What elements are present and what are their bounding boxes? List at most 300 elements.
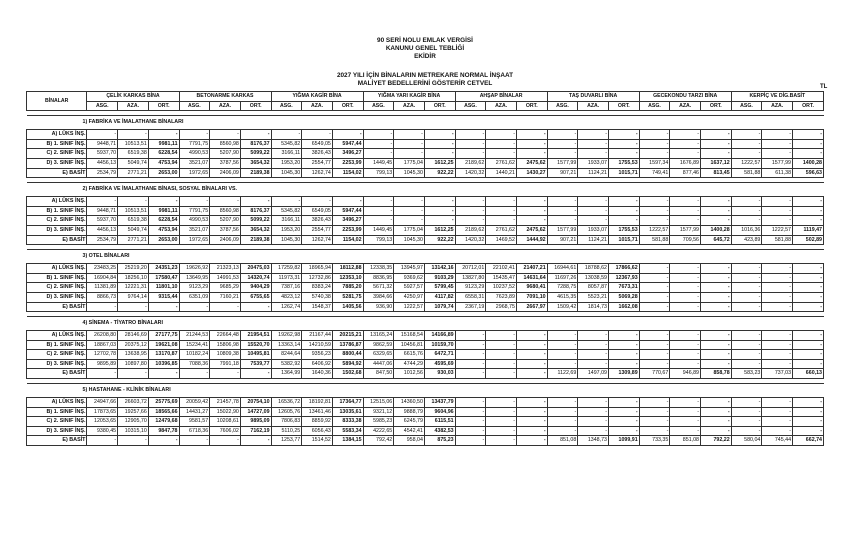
subcolumn-header: AZA.	[302, 101, 333, 111]
value-cell: 1045,30	[394, 235, 425, 245]
value-cell: 10897,80	[118, 359, 149, 369]
value-cell: -	[547, 130, 578, 140]
value-cell: 5207,90	[210, 216, 241, 226]
table-title-line-2: MALİYET BEDELLERİNİ GÖSTERİR CETVEL	[357, 80, 493, 87]
value-cell: 13038,59	[578, 273, 609, 283]
value-cell: 8176,37	[240, 206, 271, 216]
value-cell: 5740,38	[302, 292, 333, 302]
value-cell: 7288,75	[547, 283, 578, 293]
value-cell: 4990,53	[179, 216, 210, 226]
value-cell: -	[670, 139, 701, 149]
value-cell: -	[210, 130, 241, 140]
value-cell: 1597,34	[639, 158, 670, 168]
value-cell: 4222,65	[363, 426, 394, 436]
subcolumn-header: ASG.	[731, 101, 762, 111]
section-title: 2) FABRİKA VE İMALATHANE BİNASI, SOSYAL BİNALARI VS.	[27, 183, 824, 197]
value-cell: -	[455, 216, 486, 226]
value-cell: 4456,13	[87, 158, 118, 168]
value-cell: -	[639, 350, 670, 360]
value-cell: 9888,79	[394, 407, 425, 417]
value-cell: 749,41	[639, 168, 670, 178]
value-cell: 5671,32	[363, 283, 394, 293]
value-cell: 8560,98	[210, 139, 241, 149]
value-cell: -	[578, 350, 609, 360]
table-row	[27, 398, 824, 408]
value-cell: -	[639, 417, 670, 427]
value-cell: 851,08	[547, 436, 578, 446]
value-cell: -	[363, 216, 394, 226]
value-cell: 1612,25	[424, 158, 455, 168]
subcolumn-header: ASG.	[639, 101, 670, 111]
value-cell: 877,46	[670, 168, 701, 178]
value-cell: 21407,21	[516, 264, 547, 274]
value-cell: -	[516, 417, 547, 427]
value-cell: 9685,29	[210, 283, 241, 293]
value-cell: 1676,89	[670, 158, 701, 168]
value-cell: 15234,41	[179, 340, 210, 350]
value-cell: -	[179, 302, 210, 312]
value-cell: 2761,62	[486, 225, 517, 235]
table-row	[27, 369, 824, 379]
row-label: B) 1. SINIF İNŞ.	[27, 407, 87, 417]
value-cell: 8800,44	[332, 350, 363, 360]
value-cell: 9895,09	[240, 417, 271, 427]
value-cell: -	[762, 206, 793, 216]
value-cell: -	[793, 264, 824, 274]
value-cell: 9680,41	[516, 283, 547, 293]
value-cell: 1509,42	[547, 302, 578, 312]
value-cell: -	[670, 216, 701, 226]
value-cell: -	[455, 197, 486, 207]
value-cell: -	[240, 302, 271, 312]
value-cell: 958,04	[394, 436, 425, 446]
value-cell: 1015,71	[608, 168, 639, 178]
value-cell: 19621,08	[148, 340, 179, 350]
value-cell: 10456,81	[394, 340, 425, 350]
value-cell: -	[701, 149, 732, 159]
value-cell: 5947,44	[332, 139, 363, 149]
value-cell: 1045,30	[394, 168, 425, 178]
value-cell: 8859,92	[302, 417, 333, 427]
value-cell: -	[731, 216, 762, 226]
value-cell: 2406,09	[210, 168, 241, 178]
row-label: A) LÜKS İNŞ.	[27, 398, 87, 408]
value-cell: -	[547, 426, 578, 436]
value-cell: -	[455, 331, 486, 341]
value-cell: -	[701, 216, 732, 226]
value-cell: -	[486, 206, 517, 216]
value-cell: 2534,79	[87, 235, 118, 245]
value-cell: 3787,56	[210, 158, 241, 168]
value-cell: -	[762, 302, 793, 312]
value-cell: 799,13	[363, 168, 394, 178]
value-cell: 930,03	[424, 369, 455, 379]
value-cell: 19262,98	[271, 331, 302, 341]
value-cell: 9321,12	[363, 407, 394, 417]
value-cell: 1577,99	[547, 225, 578, 235]
value-cell: -	[762, 340, 793, 350]
value-cell: 1444,92	[516, 235, 547, 245]
value-cell: 13945,97	[394, 264, 425, 274]
value-cell: -	[455, 206, 486, 216]
value-cell: 15806,98	[210, 340, 241, 350]
value-cell: 17873,65	[87, 407, 118, 417]
value-cell: -	[547, 407, 578, 417]
value-cell: -	[578, 130, 609, 140]
value-cell: 11697,26	[547, 273, 578, 283]
value-cell: -	[731, 340, 762, 350]
value-cell: -	[701, 302, 732, 312]
value-cell: -	[701, 426, 732, 436]
value-cell: -	[762, 426, 793, 436]
value-cell: 12367,93	[608, 273, 639, 283]
value-cell: 23483,25	[87, 264, 118, 274]
value-cell: 13363,14	[271, 340, 302, 350]
value-cell: -	[639, 340, 670, 350]
value-cell: -	[578, 149, 609, 159]
value-cell: 6549,05	[302, 206, 333, 216]
value-cell: 9369,62	[394, 273, 425, 283]
value-cell: 4542,41	[394, 426, 425, 436]
value-cell: -	[516, 359, 547, 369]
value-cell: 3521,07	[179, 225, 210, 235]
value-cell: 4447,06	[363, 359, 394, 369]
value-cell: -	[701, 292, 732, 302]
value-cell: 6115,51	[424, 417, 455, 427]
value-cell: 2534,79	[87, 168, 118, 178]
value-cell: 17259,82	[271, 264, 302, 274]
value-cell: 20475,03	[240, 264, 271, 274]
value-cell: 7091,10	[516, 292, 547, 302]
value-cell: 10315,10	[118, 426, 149, 436]
value-cell: -	[486, 130, 517, 140]
value-cell: 1640,36	[302, 369, 333, 379]
value-cell: -	[639, 264, 670, 274]
value-cell: 9847,78	[148, 426, 179, 436]
value-cell: 13165,24	[363, 331, 394, 341]
row-label: E) BASİT	[27, 369, 87, 379]
cost-table	[26, 91, 824, 446]
value-cell: -	[701, 139, 732, 149]
value-cell: -	[762, 350, 793, 360]
value-cell: 1953,20	[271, 225, 302, 235]
value-cell: 26603,72	[118, 398, 149, 408]
value-cell: -	[271, 197, 302, 207]
value-cell: 8176,37	[240, 139, 271, 149]
value-cell: -	[394, 197, 425, 207]
value-cell: 18565,66	[148, 407, 179, 417]
value-cell: -	[670, 292, 701, 302]
value-cell: 14210,59	[302, 340, 333, 350]
value-cell: -	[424, 149, 455, 159]
value-cell: 792,22	[701, 436, 732, 446]
value-cell: -	[210, 369, 241, 379]
value-cell: 14360,50	[394, 398, 425, 408]
value-cell: 20754,10	[240, 398, 271, 408]
value-cell: 813,45	[701, 168, 732, 178]
value-cell: -	[793, 273, 824, 283]
value-cell: 3521,07	[179, 158, 210, 168]
row-label: C) 2. SINIF İNŞ.	[27, 216, 87, 226]
value-cell: 14991,53	[210, 273, 241, 283]
value-cell: -	[701, 197, 732, 207]
value-cell: -	[424, 197, 455, 207]
value-cell: -	[608, 139, 639, 149]
value-cell: 18192,81	[302, 398, 333, 408]
table-row	[27, 417, 824, 427]
value-cell: 19257,66	[118, 407, 149, 417]
value-cell: -	[210, 302, 241, 312]
value-cell: 4382,53	[424, 426, 455, 436]
value-cell: 4117,82	[424, 292, 455, 302]
value-cell: -	[639, 197, 670, 207]
value-cell: 1577,99	[670, 225, 701, 235]
value-cell: 1548,37	[302, 302, 333, 312]
value-cell: 13638,95	[118, 350, 149, 360]
value-cell: 9448,71	[87, 206, 118, 216]
value-cell: 14166,89	[424, 331, 455, 341]
value-cell: 5099,22	[240, 149, 271, 159]
value-cell: 9123,29	[179, 283, 210, 293]
table-row	[27, 426, 824, 436]
value-cell: 792,42	[363, 436, 394, 446]
value-cell: 21457,78	[210, 398, 241, 408]
subcolumn-header: ORT.	[424, 101, 455, 111]
value-cell: -	[547, 359, 578, 369]
value-cell: 13142,16	[424, 264, 455, 274]
header-line-3: EKİDİR	[414, 53, 436, 60]
table-row	[27, 216, 824, 226]
value-cell: -	[87, 369, 118, 379]
value-cell: 1016,36	[731, 225, 762, 235]
value-cell: -	[455, 350, 486, 360]
group-header: TAŞ DUVARLI BİNA	[547, 92, 639, 102]
value-cell: -	[148, 302, 179, 312]
table-row	[27, 350, 824, 360]
row-label: E) BASİT	[27, 168, 87, 178]
value-cell: -	[332, 130, 363, 140]
value-cell: 13827,80	[455, 273, 486, 283]
value-cell: 12353,10	[332, 273, 363, 283]
value-cell: 3826,43	[302, 216, 333, 226]
row-label: D) 3. SINIF İNŞ.	[27, 426, 87, 436]
group-header: GECEKONDU TARZI BİNA	[639, 92, 731, 102]
value-cell: 1449,45	[363, 158, 394, 168]
value-cell: 13437,79	[424, 398, 455, 408]
value-cell: -	[87, 302, 118, 312]
group-header: YIĞMA KAGİR BİNA	[271, 92, 363, 102]
value-cell: -	[516, 139, 547, 149]
value-cell: 4456,13	[87, 225, 118, 235]
table-row	[27, 340, 824, 350]
table-row	[27, 235, 824, 245]
value-cell: 14320,74	[240, 273, 271, 283]
subcolumn-header: ORT.	[701, 101, 732, 111]
value-cell: -	[639, 292, 670, 302]
value-cell: 423,89	[731, 235, 762, 245]
value-cell: -	[578, 216, 609, 226]
value-cell: -	[179, 436, 210, 446]
value-cell: -	[578, 417, 609, 427]
value-cell: 10396,85	[148, 359, 179, 369]
table-row	[27, 130, 824, 140]
subcolumn-header: AZA.	[210, 101, 241, 111]
value-cell: -	[793, 340, 824, 350]
value-cell: 733,35	[639, 436, 670, 446]
value-cell: -	[639, 216, 670, 226]
value-cell: 2761,62	[486, 158, 517, 168]
value-cell: -	[240, 436, 271, 446]
value-cell: -	[731, 302, 762, 312]
group-header: KERPİÇ VE DİG.BASİT	[731, 92, 823, 102]
value-cell: 12702,78	[87, 350, 118, 360]
value-cell: -	[608, 130, 639, 140]
value-cell: -	[486, 369, 517, 379]
value-cell: 9315,44	[148, 292, 179, 302]
value-cell: -	[578, 206, 609, 216]
value-cell: 3166,11	[271, 216, 302, 226]
value-cell: 1079,74	[424, 302, 455, 312]
value-cell: 2253,99	[332, 158, 363, 168]
value-cell: -	[608, 417, 639, 427]
value-cell: -	[639, 331, 670, 341]
value-cell: 6351,09	[179, 292, 210, 302]
table-row	[27, 197, 824, 207]
value-cell: 7791,75	[179, 139, 210, 149]
value-cell: -	[455, 398, 486, 408]
value-cell: 22664,48	[210, 331, 241, 341]
value-cell: -	[731, 398, 762, 408]
value-cell: -	[271, 130, 302, 140]
value-cell: -	[670, 359, 701, 369]
value-cell: 2653,00	[148, 168, 179, 178]
value-cell: -	[793, 398, 824, 408]
value-cell: -	[240, 369, 271, 379]
value-cell: 5099,22	[240, 216, 271, 226]
subcolumn-header: ORT.	[148, 101, 179, 111]
value-cell: -	[670, 407, 701, 417]
value-cell: -	[793, 292, 824, 302]
value-cell: -	[639, 130, 670, 140]
value-cell: 6718,36	[179, 426, 210, 436]
value-cell: -	[731, 197, 762, 207]
value-cell: -	[455, 369, 486, 379]
value-cell: -	[547, 197, 578, 207]
value-cell: 1430,27	[516, 168, 547, 178]
value-cell: 13786,87	[332, 340, 363, 350]
value-cell: -	[793, 149, 824, 159]
value-cell: -	[762, 359, 793, 369]
value-cell: 662,74	[793, 436, 824, 446]
value-cell: 17866,62	[608, 264, 639, 274]
value-cell: 2189,38	[240, 235, 271, 245]
value-cell: 6406,92	[302, 359, 333, 369]
value-cell: -	[578, 359, 609, 369]
table-row	[27, 139, 824, 149]
value-cell: -	[793, 197, 824, 207]
value-cell: 7606,02	[210, 426, 241, 436]
value-cell: 12053,65	[87, 417, 118, 427]
value-cell: -	[701, 273, 732, 283]
value-cell: 13035,61	[332, 407, 363, 417]
value-cell: 1755,53	[608, 158, 639, 168]
value-cell: -	[793, 302, 824, 312]
value-cell: -	[363, 206, 394, 216]
value-cell: 12515,06	[363, 398, 394, 408]
value-cell: 2475,62	[516, 158, 547, 168]
value-cell: -	[670, 130, 701, 140]
value-cell: 15520,70	[240, 340, 271, 350]
value-cell: 8836,95	[363, 273, 394, 283]
section-title: 5) HASTAHANE - KLİNİK BİNALARI	[27, 384, 824, 398]
value-cell: -	[394, 130, 425, 140]
value-cell: 12479,68	[148, 417, 179, 427]
value-cell: 18256,10	[118, 273, 149, 283]
value-cell: 1119,47	[793, 225, 824, 235]
value-cell: 10159,70	[424, 340, 455, 350]
value-cell: 922,22	[424, 168, 455, 178]
value-cell: -	[639, 206, 670, 216]
value-cell: 1612,25	[424, 225, 455, 235]
row-label: C) 2. SINIF İNŞ.	[27, 149, 87, 159]
value-cell: 9981,11	[148, 139, 179, 149]
value-cell: -	[731, 264, 762, 274]
value-cell: -	[240, 130, 271, 140]
value-cell: 4990,53	[179, 149, 210, 159]
value-cell: 2189,62	[455, 225, 486, 235]
subcolumn-header: ASG.	[179, 101, 210, 111]
value-cell: -	[516, 436, 547, 446]
value-cell: 1405,56	[332, 302, 363, 312]
value-cell: 14631,64	[516, 273, 547, 283]
row-label: D) 3. SINIF İNŞ.	[27, 158, 87, 168]
value-cell: -	[302, 130, 333, 140]
value-cell: 1124,21	[578, 168, 609, 178]
value-cell: 11381,89	[87, 283, 118, 293]
value-cell: -	[731, 426, 762, 436]
value-cell: 5799,45	[424, 283, 455, 293]
value-cell: 5947,44	[332, 206, 363, 216]
value-cell: 4615,35	[547, 292, 578, 302]
value-cell: -	[762, 407, 793, 417]
value-cell: 7885,20	[332, 283, 363, 293]
value-cell: 611,38	[762, 168, 793, 178]
value-cell: -	[731, 359, 762, 369]
value-cell: 5985,23	[363, 417, 394, 427]
value-cell: 5049,74	[118, 158, 149, 168]
value-cell: 9895,89	[87, 359, 118, 369]
row-label: E) BASİT	[27, 302, 87, 312]
value-cell: -	[486, 436, 517, 446]
value-cell: 24351,23	[148, 264, 179, 274]
value-cell: -	[639, 139, 670, 149]
value-cell: 17364,77	[332, 398, 363, 408]
value-cell: -	[639, 283, 670, 293]
subcolumn-header: ORT.	[332, 101, 363, 111]
value-cell: 18112,88	[332, 264, 363, 274]
value-cell: -	[486, 216, 517, 226]
value-cell: -	[731, 417, 762, 427]
group-header: BETONARME KARKAS	[179, 92, 271, 102]
value-cell: -	[762, 139, 793, 149]
value-cell: 580,04	[731, 436, 762, 446]
group-header: ÇELİK KARKAS BİNA	[87, 92, 179, 102]
value-cell: -	[793, 331, 824, 341]
value-cell: -	[670, 149, 701, 159]
value-cell: 1775,04	[394, 225, 425, 235]
value-cell: 9862,59	[363, 340, 394, 350]
subcolumn-header: AZA.	[394, 101, 425, 111]
